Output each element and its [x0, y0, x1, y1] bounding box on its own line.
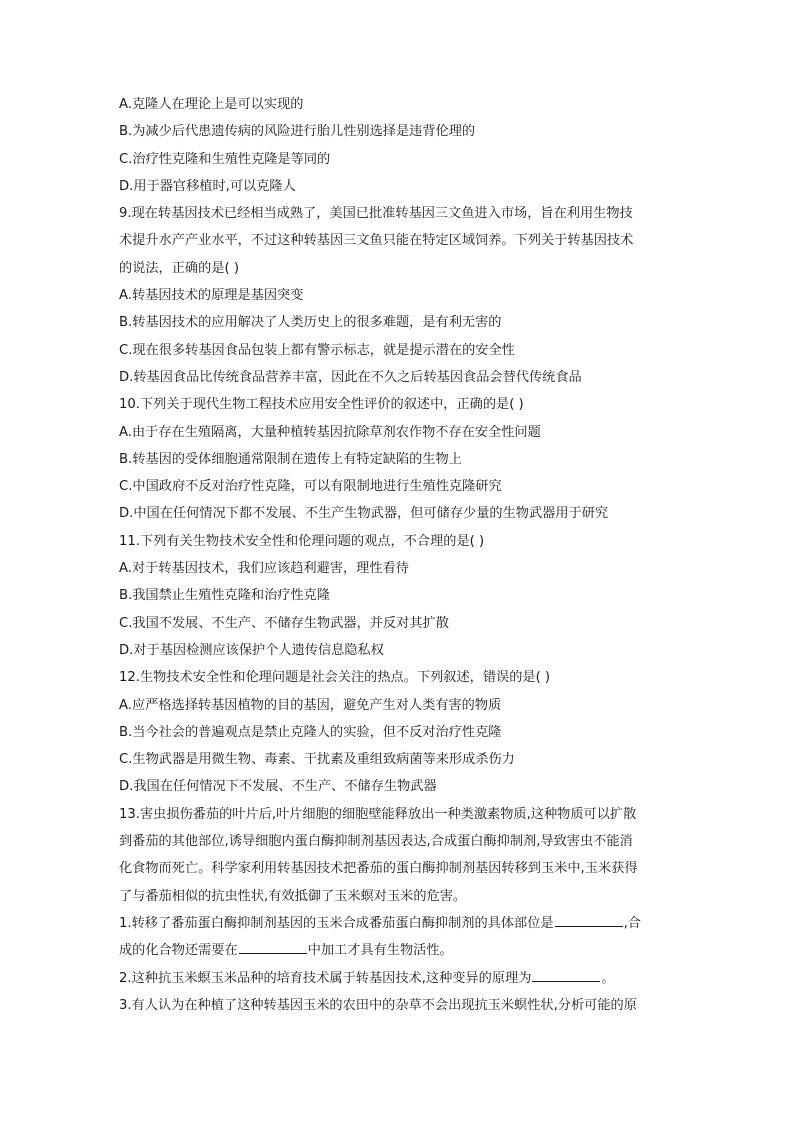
question-9-stem: 的说法，正确的是( ): [119, 260, 239, 276]
q13-sub2-text: 。: [601, 970, 615, 986]
q13-sub1-line2: [119, 937, 679, 964]
option-line: A.对于转基因技术，我们应该趋利避害，理性看待: [119, 561, 409, 577]
question-13-stem: 到番茄的其他部位,诱导细胞内蛋白酶抑制剂基因表达,合成蛋白酶抑制剂,导致害虫不能消: [119, 834, 633, 850]
q13-sub2-text: 2.这种抗玉米螟玉米品种的培育技术属于转基因技术,这种变异的原理为: [119, 970, 532, 986]
q13-sub1-text: ,合: [623, 915, 641, 931]
q13-sub1-text: 成的化合物还需要在: [119, 943, 238, 959]
option-line: D.对于基因检测应该保护个人遗传信息隐私权: [119, 642, 384, 658]
option-line: A.克隆人在理论上是可以实现的: [119, 97, 304, 112]
option-line: D.用于器官移植时,可以克隆人: [119, 178, 296, 194]
q13-sub3-line: 3.有人认为在种植了这种转基因玉米的农田中的杂草不会出现抗玉米螟性状,分析可能的原: [119, 997, 637, 1013]
option-line: B.我国禁止生殖性克隆和治疗性克隆: [119, 588, 331, 604]
answer-blank[interactable]: [239, 939, 307, 954]
q13-sub1-text: 1.转移了番茄蛋白酶抑制剂基因的玉米合成番茄蛋白酶抑制剂的具体部位是: [119, 915, 554, 931]
option-line: C.治疗性克隆和生殖性克隆是等同的: [119, 151, 331, 167]
q13-sub1-line1: [119, 910, 679, 937]
question-10-stem: 10.下列关于现代生物工程技术应用安全性评价的叙述中，正确的是( ): [119, 397, 524, 413]
question-9-stem: 9.现在转基因技术已经相当成熟了，美国已批准转基因三文鱼进入市场，旨在利用生物技: [119, 206, 633, 222]
question-11-stem: 11.下列有关生物技术安全性和伦理问题的观点，不合理的是( ): [119, 533, 485, 549]
option-line: C.中国政府不反对治疗性克隆，可以有限制地进行生殖性克隆研究: [119, 479, 502, 495]
option-line: D.中国在任何情况下都不发展、不生产生物武器，但可储存少量的生物武器用于研究: [119, 506, 609, 522]
q13-sub2-line: [119, 965, 679, 992]
option-line: A.转基因技术的原理是基因突变: [119, 288, 304, 304]
option-line: B.为减少后代患遗传病的风险进行胎儿性别选择是违背伦理的: [119, 124, 476, 140]
option-line: D.转基因食品比传统食品营养丰富，因此在不久之后转基因食品会替代传统食品: [119, 369, 582, 385]
question-13-stem: 13.害虫损伤番茄的叶片后,叶片细胞的细胞壁能释放出一种类激素物质,这种物质可以扩散: [119, 806, 637, 822]
question-12-stem: 12.生物技术安全性和伦理问题是社会关注的热点。下列叙述，错误的是( ): [119, 670, 551, 686]
option-line: B.转基因的受体细胞通常限制在遗传上有特定缺陷的生物上: [119, 451, 462, 467]
option-line: B.当今社会的普遍观点是禁止克隆人的实验，但不反对治疗性克隆: [119, 724, 502, 740]
option-line: B.转基因技术的应用解决了人类历史上的很多难题，是有利无害的: [119, 315, 502, 331]
option-line: C.现在很多转基因食品包装上都有警示标志，就是提示潜在的安全性: [119, 342, 515, 358]
option-line: D.我国在任何情况下不发展、不生产、不储存生物武器: [119, 779, 437, 795]
option-line: A.应严格选择转基因植物的目的基因，避免产生对人类有害的物质: [119, 697, 502, 713]
answer-blank[interactable]: [555, 912, 623, 927]
option-line: A.由于存在生殖隔离，大量种植转基因抗除草剂农作物不存在安全性问题: [119, 424, 541, 440]
question-9-stem: 术提升水产产业水平，不过这种转基因三文鱼只能在特定区域饲养。下列关于转基因技术: [119, 233, 634, 249]
question-13-stem: 化食物而死亡。科学家利用转基因技术把番茄的蛋白酶抑制剂基因转移到玉米中,玉米获得: [119, 861, 638, 877]
answer-blank[interactable]: [532, 967, 600, 982]
option-line: C.生物武器是用微生物、毒素、干扰素及重组致病菌等来形成杀伤力: [119, 752, 515, 768]
page-content: [119, 91, 679, 1019]
question-13-stem: 了与番茄相似的抗虫性状,有效抵御了玉米螟对玉米的危害。: [119, 888, 467, 904]
q13-sub1-text: 中加工才具有生物活性。: [307, 943, 453, 959]
option-line: C.我国不发展、不生产、不储存生物武器，并反对其扩散: [119, 615, 449, 631]
